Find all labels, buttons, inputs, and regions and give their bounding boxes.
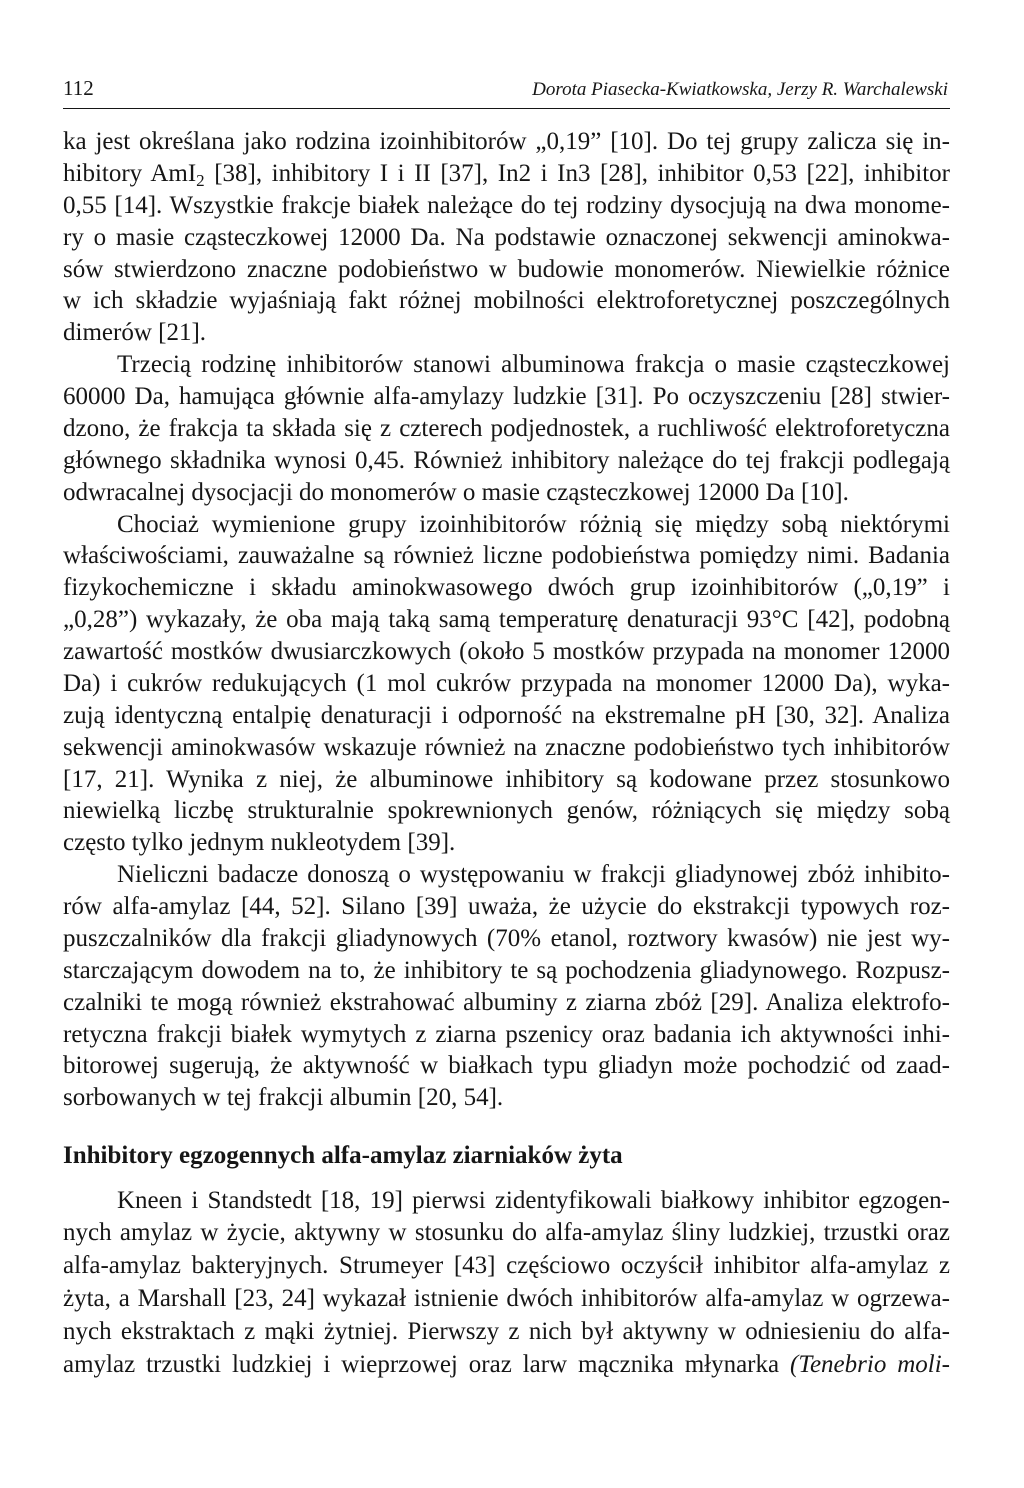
text-line: zawartość mostków dwusiarczkowych (około 5 mostków przypada na monomer 12000 [63,638,950,665]
running-header [63,74,950,104]
text-line: sekwencji aminokwasów wskazuje również na znaczne podobieństwo tych inhibitorów [63,733,950,761]
paragraph [63,859,950,1114]
text-line: zują identyczną entalpię denaturacji i odporność na ekstremalne pH [30, 32]. Analiza [63,701,950,729]
text-line: nych ekstraktach z mąki żytniej. Pierwszy z nich był aktywny w odniesieniu do alfa- [63,1317,950,1345]
text-segment: hibitory AmI [63,159,197,187]
text-line: sów stwierdzono znaczne podobieństwo w budowie monomerów. Niewielkie różnice [63,255,950,283]
text-line: często tylko jednym nukleotydem [39]. [63,829,456,857]
text-line: Chociaż wymienione grupy izoinhibitorów różnią się między sobą niektórymi [117,510,950,538]
text-line: fizykochemiczne i składu aminokwasowego dwóch grup izoinhibitorów („0,19” i [63,574,950,602]
body-text-section [63,1185,950,1382]
text-line: sorbowanych w tej frakcji albumin [20, 54]. [63,1084,504,1112]
text-line: odwracalnej dysocjacji do monomerów o masie cząsteczkowej 12000 Da [10]. [63,478,849,506]
paragraph [63,509,950,860]
text-line [63,158,950,190]
text-line [63,1349,950,1382]
text-line: czalniki te mogą również ekstrahować albuminy z ziarna zbóż [29]. Analiza elektrofo- [63,988,950,1016]
text-line: Da) i cukrów redukujących (1 mol cukrów przypada na monomer 12000 Da), wyka- [63,669,950,697]
italic-species-name: (Tenebrio moli- [790,1350,950,1378]
subscript: 2 [196,170,205,190]
text-line: dimerów [21]. [63,319,207,347]
text-line: dzono, że frakcja ta składa się z czterech podjednostek, a ruchliwość elektroforetyczna [63,414,950,442]
text-line: właściwościami, zauważalne są również liczne podobieństwa pomiędzy nimi. Badania [63,542,950,570]
text-line: głównego składnika wynosi 0,45. Również inhibitory należące do tej frakcji podlegają [63,446,950,474]
text-line: nych amylaz w życie, aktywny w stosunku do alfa-amylaz śliny ludzkiej, trzustki oraz [63,1219,950,1247]
section-heading: Inhibitory egzogennych alfa-amylaz ziarniaków żyta [63,1142,623,1169]
text-line: Nieliczni badacze donoszą o występowaniu w frakcji gliadynowej zbóż inhibito- [117,861,950,889]
text-line: żyta, a Marshall [23, 24] wykazał istnienie dwóch inhibitorów alfa-amylaz w ogrzewa- [63,1284,950,1312]
text-line: Kneen i Standstedt [18, 19] pierwsi zidentyfikowali białkowy inhibitor egzogen- [117,1186,950,1214]
text-line: rów alfa-amylaz [44, 52]. Silano [39] uważa, że użycie do ekstrakcji typowych roz- [63,893,950,920]
body-text-section [63,126,950,1114]
header-rule [63,108,950,109]
text-line: puszczalników dla frakcji gliadynowych (70% etanol, roztwory kwasów) nie jest wy- [63,924,950,952]
running-title-authors: Dorota Piasecka-Kwiatkowska, Jerzy R. Warchalewski [532,79,948,100]
text-segment: amylaz trzustki ludzkiej i wieprzowej oraz larw mącznika młynarka [63,1350,791,1378]
text-line: ry o masie cząsteczkowej 12000 Da. Na podstawie oznaczonej sekwencji aminokwa- [63,223,950,251]
text-line: 60000 Da, hamująca głównie alfa-amylazy ludzkie [31]. Po oczyszczeniu [28] stwier- [63,383,950,410]
text-line: [17, 21]. Wynika z niej, że albuminowe inhibitory są kodowane przez stosunkowo [63,765,950,793]
paragraph [63,1185,950,1382]
text-line: Trzecią rodzinę inhibitorów stanowi albuminowa frakcja o masie cząsteczkowej [117,351,950,379]
page-number: 112 [63,76,94,100]
text-line: „0,28”) wykazały, że oba mają taką samą temperaturę denaturacji 93°C [42], podobną [63,606,950,634]
text-line: starczającym dowodem na to, że inhibitory te są pochodzenia gliadynowego. Rozpusz- [63,956,950,984]
paragraph [63,126,950,349]
text-line: alfa-amylaz bakteryjnych. Strumeyer [43] częściowo oczyścił inhibitor alfa-amylaz z [63,1252,950,1280]
text-line: bitorowej sugerują, że aktywność w białkach typu gliadyn może pochodzić od zaad- [63,1052,950,1080]
text-line: 0,55 [14]. Wszystkie frakcje białek należące do tej rodziny dysocjują na dwa monome- [63,191,950,219]
text-line: ka jest określana jako rodzina izoinhibitorów „0,19” [10]. Do tej grupy zalicza się in- [63,128,950,155]
text-line: niewielką liczbę strukturalnie spokrewnionych genów, różniących się między sobą [63,797,950,825]
text-line: retyczna frakcji białek wymytych z ziarna pszenicy oraz badania ich aktywności inhi- [63,1020,950,1048]
paragraph [63,349,950,508]
text-line: w ich składzie wyjaśniają fakt różnej mobilności elektroforetycznej poszczególnych [63,287,950,315]
text-segment: [38], inhibitory I i II [37], In2 i In3 [28], inhibitor 0,53 [22], inhibitor [204,159,950,187]
